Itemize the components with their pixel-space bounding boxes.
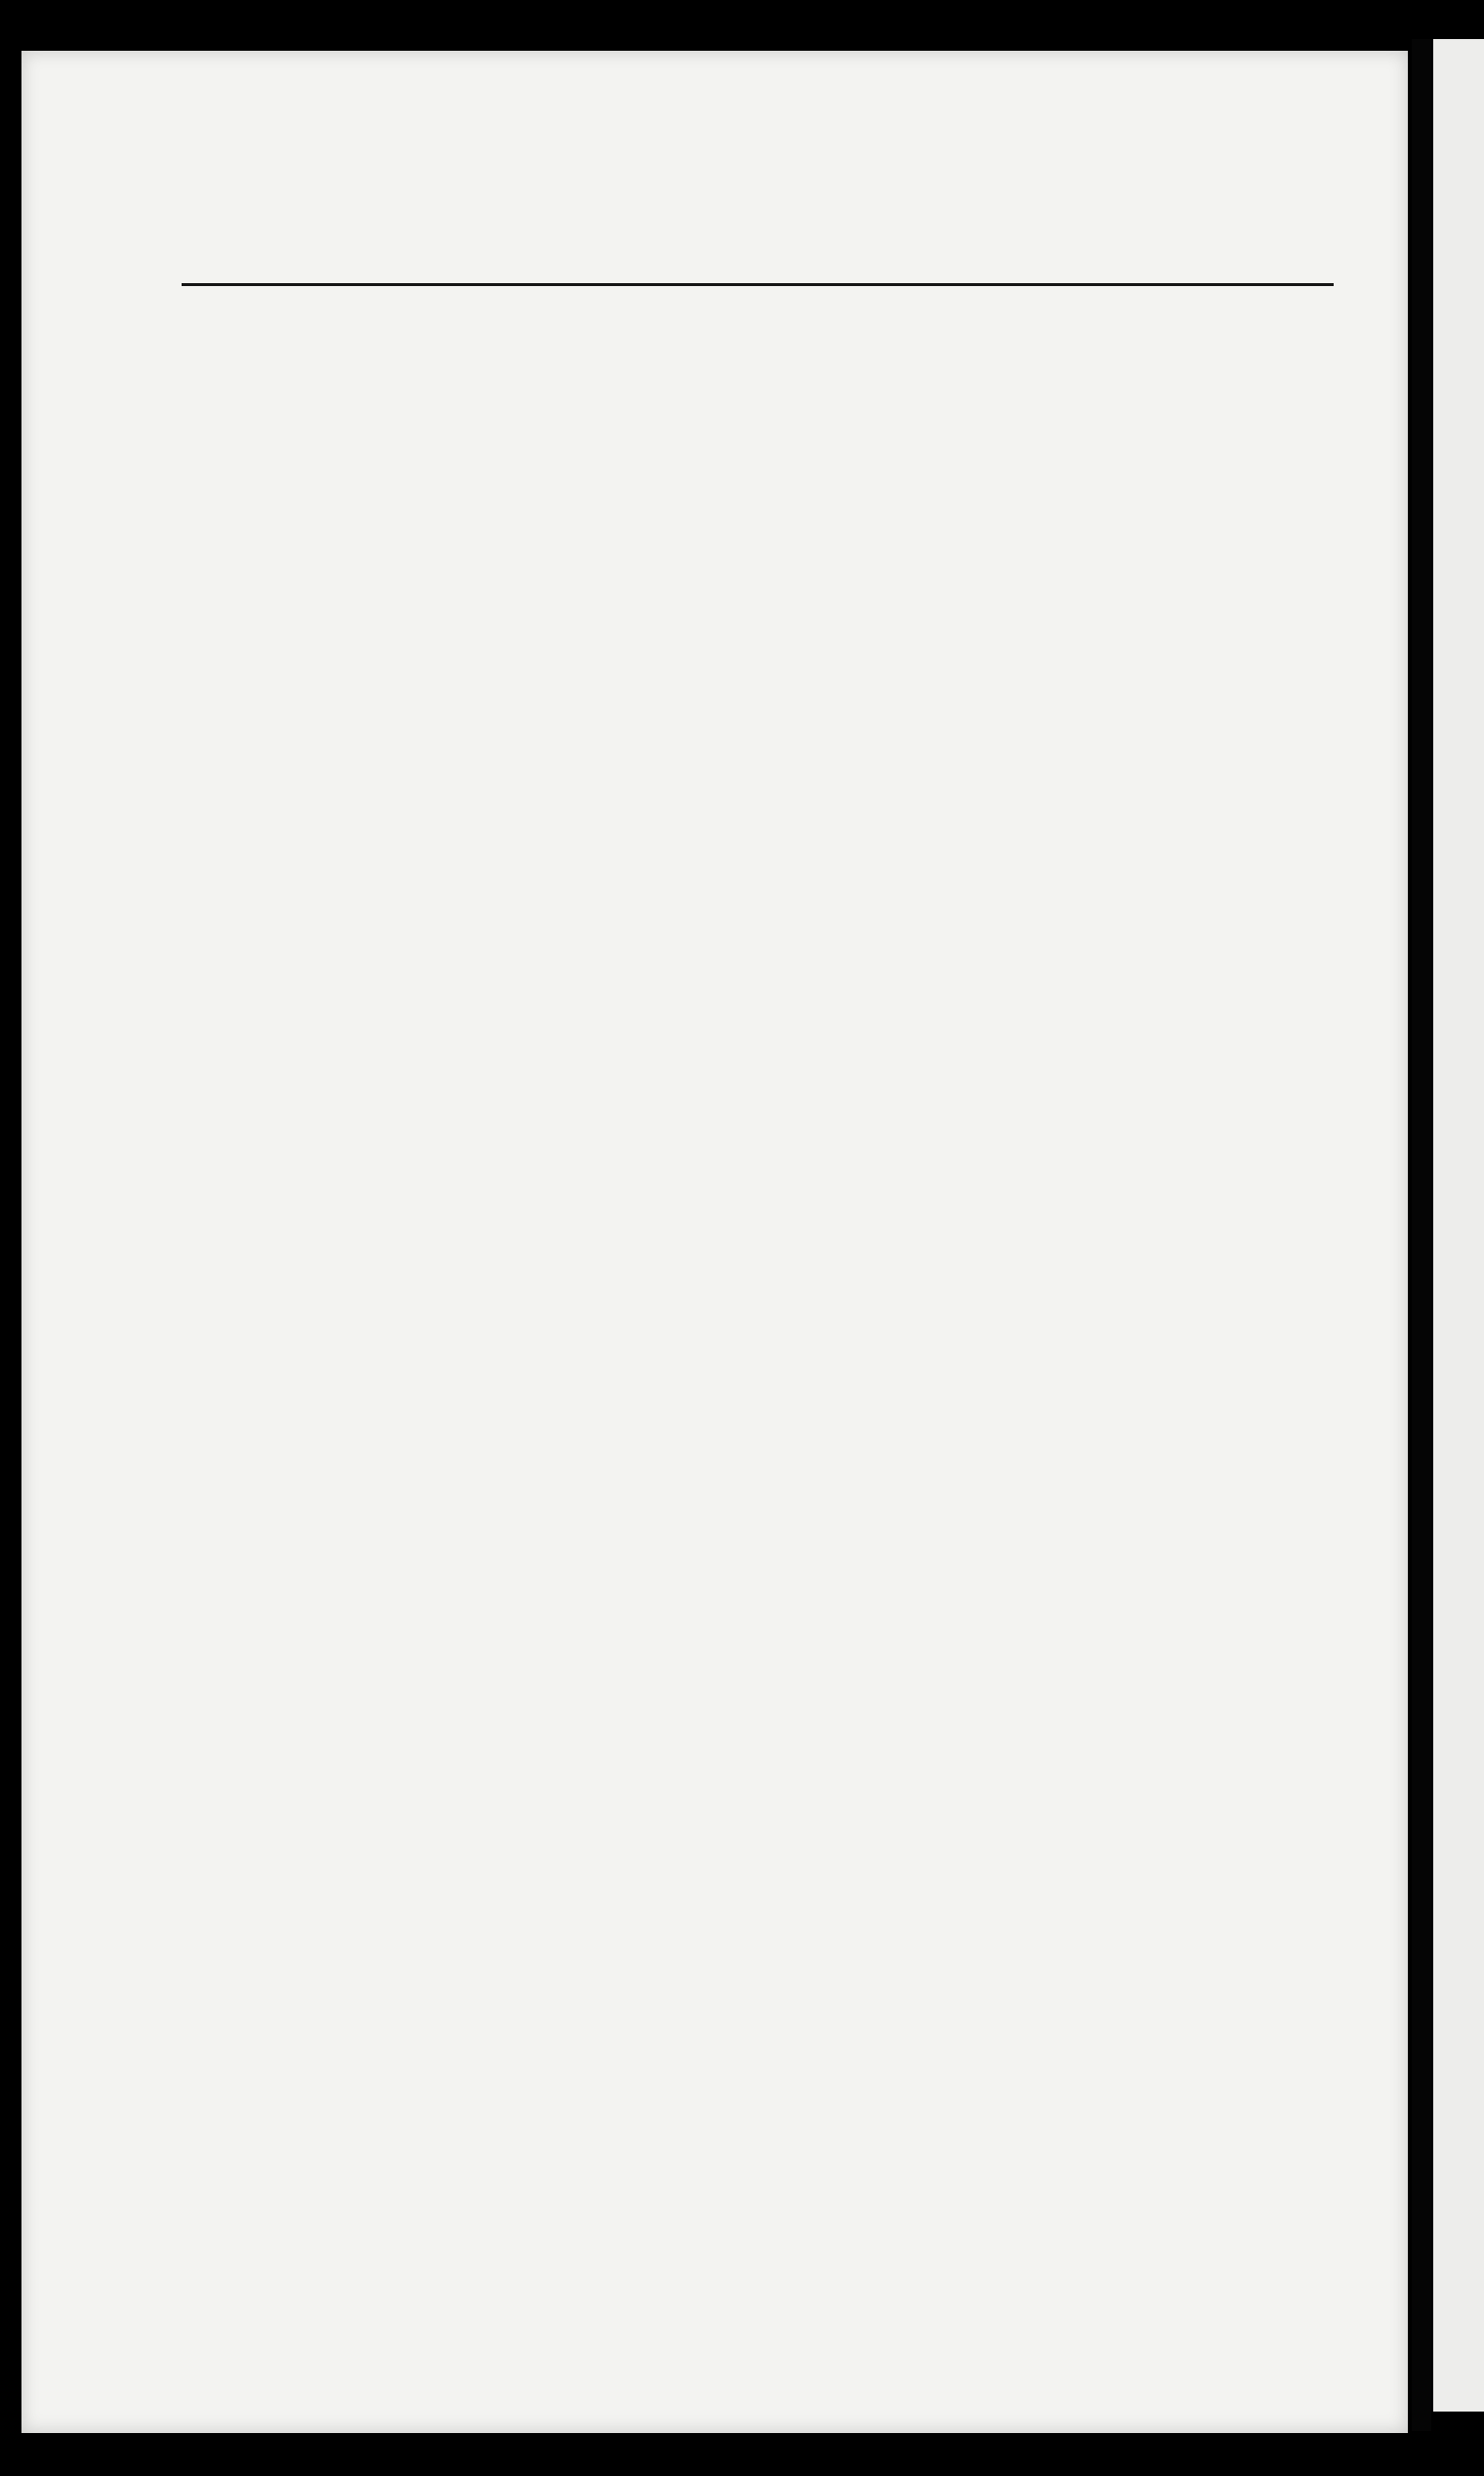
scanned-page [21, 51, 1408, 2433]
adjacent-page-edge [1433, 39, 1484, 2412]
book-gutter [1412, 39, 1431, 2431]
running-head [182, 176, 1334, 286]
